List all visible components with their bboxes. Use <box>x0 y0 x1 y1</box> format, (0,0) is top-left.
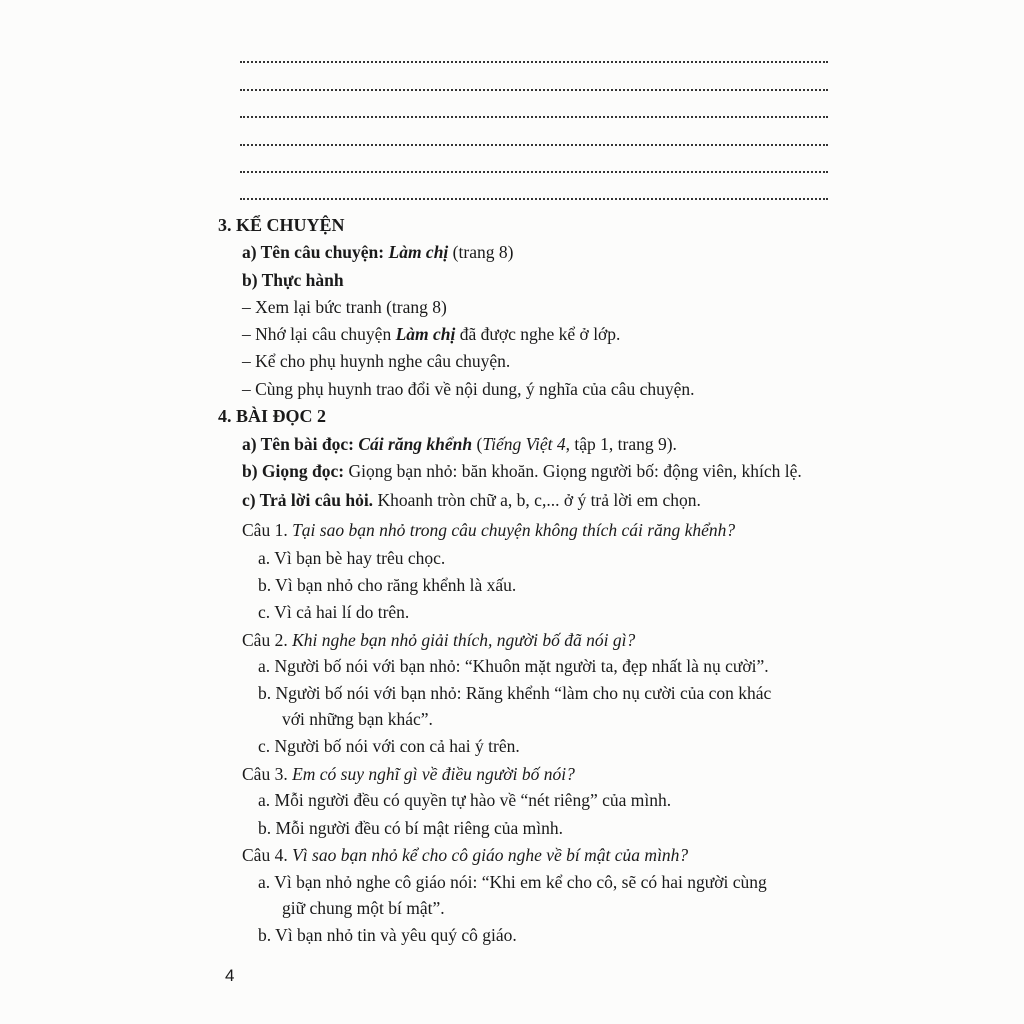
list-item <box>242 269 344 291</box>
answer-option <box>258 735 520 757</box>
list-item <box>242 433 677 455</box>
dotted-answer-line <box>240 61 828 63</box>
text-segment: – Xem lại bức tranh (trang 8) <box>242 297 447 317</box>
text-segment: a. Vì bạn nhỏ nghe cô giáo nói: “Khi em kể cho cô, sẽ có hai người cùng <box>258 872 767 892</box>
text-segment: Cái răng khểnh <box>358 434 473 454</box>
text-segment: Câu 1. <box>242 520 293 540</box>
answer-option <box>282 708 433 730</box>
text-segment: Tiếng Việt 4 <box>482 434 566 454</box>
dotted-answer-line <box>240 89 828 91</box>
answer-option <box>282 897 445 919</box>
text-segment: (trang 8) <box>448 242 514 262</box>
question-line <box>242 629 635 651</box>
text-segment: Tại sao bạn nhỏ trong câu chuyện không thích cái răng khểnh? <box>292 520 736 540</box>
text-segment: b) Giọng đọc: <box>242 461 349 481</box>
text-segment: b) Thực hành <box>242 270 344 290</box>
text-segment: b. Vì bạn nhỏ cho răng khểnh là xấu. <box>258 575 517 595</box>
text-segment: c. Người bố nói với con cả hai ý trên. <box>258 736 520 756</box>
text-segment: – Nhớ lại câu chuyện <box>242 324 396 344</box>
text-segment: giữ chung một bí mật”. <box>282 898 445 918</box>
text-segment: – Kể cho phụ huynh nghe câu chuyện. <box>242 351 511 371</box>
text-segment: Câu 3. <box>242 764 293 784</box>
text-segment: Câu 2. <box>242 630 293 650</box>
text-segment: Khi nghe bạn nhỏ giải thích, người bố đã nói gì? <box>292 630 636 650</box>
answer-option <box>258 924 517 946</box>
text-segment: – Cùng phụ huynh trao đổi về nội dung, ý nghĩa của câu chuyện. <box>242 379 695 399</box>
text-segment: Giọng bạn nhỏ: băn khoăn. Giọng người bố: động viên, khích lệ. <box>348 461 802 481</box>
text-segment: Câu 4. <box>242 845 293 865</box>
question-line <box>242 844 688 866</box>
dotted-answer-line <box>240 116 828 118</box>
text-segment: b. Mỗi người đều có bí mật riêng của mình. <box>258 818 564 838</box>
list-item <box>242 378 694 400</box>
answer-option <box>258 655 769 677</box>
answer-option <box>258 574 516 596</box>
text-segment: Vì sao bạn nhỏ kể cho cô giáo nghe về bí mật của mình? <box>292 845 689 865</box>
answer-option <box>258 682 771 704</box>
text-segment: a. Người bố nói với bạn nhỏ: “Khuôn mặt người ta, đẹp nhất là nụ cười”. <box>258 656 769 676</box>
list-item <box>242 460 802 482</box>
section-heading <box>218 405 326 427</box>
text-segment: a) Tên bài đọc: <box>242 434 359 454</box>
text-segment: b. Vì bạn nhỏ tin và yêu quý cô giáo. <box>258 925 517 945</box>
list-item <box>242 323 620 345</box>
list-item <box>242 350 510 372</box>
text-segment: với những bạn khác”. <box>282 709 433 729</box>
text-segment: 4. BÀI ĐỌC 2 <box>218 406 327 426</box>
page-number: 4 <box>225 966 235 985</box>
text-segment: b. Người bố nói với bạn nhỏ: Răng khểnh “làm cho nụ cười của con khác <box>258 683 772 703</box>
section-heading <box>218 214 345 236</box>
dotted-answer-line <box>240 198 828 200</box>
list-item <box>242 296 447 318</box>
text-segment: a. Mỗi người đều có quyền tự hào về “nét riêng” của mình. <box>258 790 672 810</box>
text-segment: Em có suy nghĩ gì về điều người bố nói? <box>292 764 575 784</box>
answer-option <box>258 871 767 893</box>
text-segment: Khoanh tròn chữ a, b, c,... ở ý trả lời em chọn. <box>377 490 701 510</box>
list-item <box>242 489 701 511</box>
question-line <box>242 763 575 785</box>
text-segment: đã được nghe kể ở lớp. <box>455 324 621 344</box>
text-segment: , tập 1, trang 9). <box>565 434 677 454</box>
text-segment: Làm chị <box>388 242 449 262</box>
answer-option <box>258 601 409 623</box>
answer-option <box>258 789 671 811</box>
text-segment: a) Tên câu chuyện: <box>242 242 389 262</box>
text-segment: ( <box>472 434 483 454</box>
dotted-answer-line <box>240 171 828 173</box>
text-segment: c) Trả lời câu hỏi. <box>242 490 378 510</box>
dotted-answer-line <box>240 144 828 146</box>
list-item <box>242 241 513 263</box>
text-segment: 3. KỂ CHUYỆN <box>218 215 345 235</box>
text-segment: c. Vì cả hai lí do trên. <box>258 602 410 622</box>
answer-option <box>258 817 563 839</box>
text-segment: Làm chị <box>395 324 456 344</box>
answer-option <box>258 547 445 569</box>
question-line <box>242 519 735 541</box>
text-segment: a. Vì bạn bè hay trêu chọc. <box>258 548 446 568</box>
